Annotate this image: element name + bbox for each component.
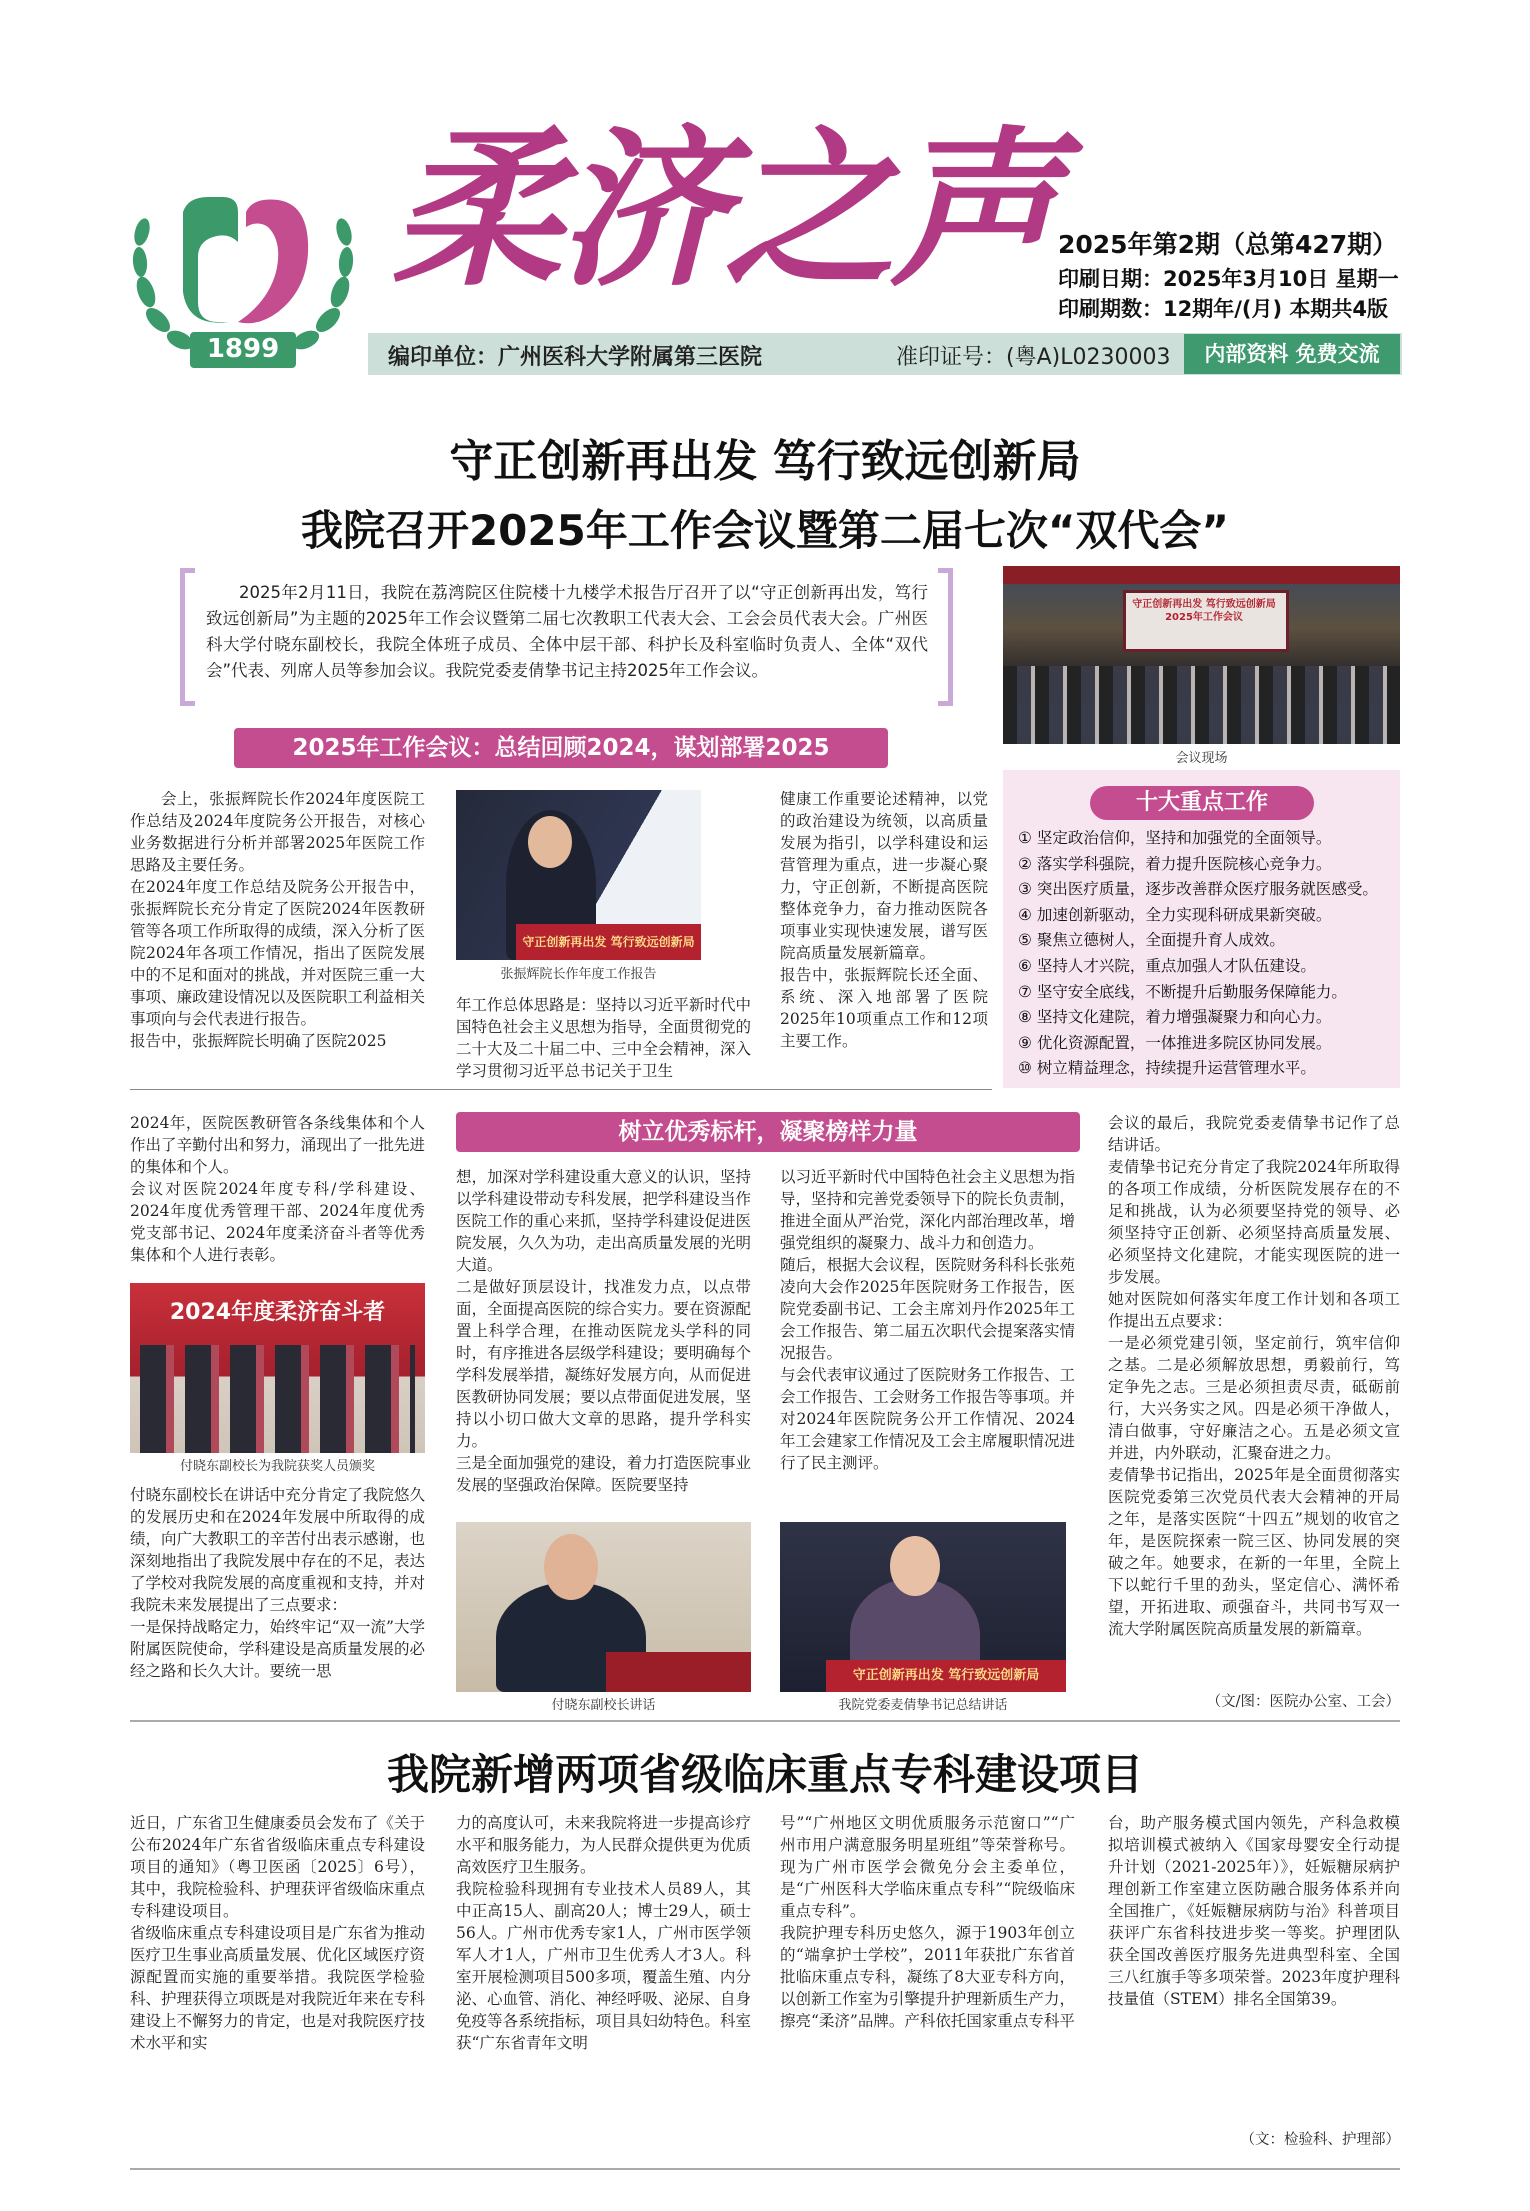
internal-badge: 内部资料 免费交流 [1184, 334, 1400, 374]
col1-text: 会上，张振辉院长作2024年度医院工作总结及2024年度院务公开报告，对核心业务数据进行分析并部署2025年医院工作思路及主要任务。 在2024年度工作总结及院务公开报告中，张振辉院长充分肯定了医院2024年医教研管等各项工作所取得的成绩，深入分析了医院2024年各项工作情况，指出了医院发展中的不足和面对的挑战，并对医院三重一大事项、廉政建设情况以及医院职工利益相关事项向与会代表进行报告。 报告中，张振辉院长明确了医院2025 [130, 790, 425, 1050]
lead-paragraph: 2025年2月11日，我院在荔湾院区住院楼十九楼学术报告厅召开了以“守正创新再出发，笃行致远创新局”为主题的2025年工作会议暨第二届七次教职工代表大会、工会会员代表大会。广州医科大学付晓东副校长，我院全体班子成员、全体中层干部、科护长及科室临时负责人、全体“双代会”代表、列席人员等参加会议。我院党委麦倩挚书记主持2025年工作会议。 [206, 583, 928, 680]
meeting-photo-caption: 会议现场 [1175, 751, 1228, 766]
newspaper-title: 柔济之声 [392, 110, 1057, 310]
article1-title2: 我院召开2025年工作会议暨第二届七次“双代会” [300, 506, 1230, 555]
mai-photo [780, 1522, 1066, 1692]
award-winners [140, 1345, 415, 1453]
col4b-text: 付晓东副校长在讲话中充分肯定了我院悠久的发展历史和在2024年发展中所取得的成绩，向广大教职工的辛苦付出表示感谢，也深刻地指出了我院发展中存在的不足，表达了学校对我院发展的高度重视和支持，并对我院未来发展提出了三点要求： 一是保持战略定力，始终牢记“双一流”大学附属医院使命，学科建设是高质量发展的必经之路和长久大计。要统一思 [130, 1486, 425, 1680]
key-task-9: ⑨ 优化资源配置，一体推进多院区协同发展。 [1018, 1033, 1332, 1052]
article2-title: 我院新增两项省级临床重点专科建设项目 [386, 1750, 1143, 1799]
key-task-8: ⑧ 坚持文化建院，着力增强凝聚力和向心力。 [1018, 1008, 1332, 1027]
article1-col3 [780, 788, 988, 1052]
a2-col3-text: 号”“广州地区文明优质服务示范窗口”“广州市用户满意服务明星班组”等荣誉称号。现为广州市医学会微免分会主委单位，是“广州医科大学临床重点专科”“院级临床重点专科”。 我院护理专科历史悠久，源于1903年创立的“端拿护士学校”，2011年获批广东省首批临床重点专科，凝练了8大亚专科方向，以创新工作室为引擎提升护理新质生产力，擦亮“柔济”品牌。产科依托国家重点专科平 [780, 1814, 1075, 2030]
article1-col1 [130, 788, 425, 1052]
key-task-4: ④ 加速创新驱动，全力实现科研成果新突破。 [1018, 905, 1332, 924]
fu-photo [456, 1522, 751, 1692]
col7-text: 会议的最后，我院党委麦倩挚书记作了总结讲话。 麦倩挚书记充分肯定了我院2024年所取得的各项工作成绩，分析医院发展存在的不足和挑战，认为必须要坚持党的领导、必须坚持守正创新、必须坚持高质量发展、必须坚持文化建院，才能实现医院的进一步发展。 她对医院如何落实年度工作计划和各项工作提出五点要求： 一是必须党建引领，坚定前行，筑牢信仰之基。二是必须解放思想，勇毅前行，笃定争先之志。三是必须担责尽责，砥砺前行，大兴务实之风。四是必须干净做人，清白做事，守好廉洁之心。五是必须文宣并进，内外联动，汇聚奋进之力。 麦倩挚书记指出，2025年是全面贯彻落实医院党委第三次党员代表大会精神的开局之年，是落实医院“十四五”规划的收官之年，是医院探索一院三区、协同发展的突破之年。她要求，在新的一年里，全院上下以蛇行千里的劲头，坚定信心、满怀希望，开拓进取、顽强奋斗，共同书写双一流大学附属医院高质量发展的新篇章。 [1108, 1114, 1400, 1638]
issue-number: 2025年第2期（总第427期） [1058, 230, 1398, 259]
section-title-role-models: 树立优秀标杆，凝聚榜样力量 [456, 1112, 1080, 1152]
article1-credit: （文/图：医院办公室、工会） [1206, 1694, 1400, 1710]
key-task-1: ① 坚定政治信仰，坚持和加强党的全面领导。 [1018, 829, 1332, 847]
lead-bracket-right [938, 568, 953, 706]
fu-podium [606, 1652, 751, 1692]
article2-col1 [130, 1812, 425, 2054]
key-task-6: ⑥ 坚持人才兴院，重点加强人才队伍建设。 [1018, 956, 1316, 975]
zhang-photo-caption: 张振辉院长作年度工作报告 [500, 967, 657, 982]
mai-photo-caption: 我院党委麦倩挚书记总结讲话 [838, 1698, 1008, 1713]
a2-col2-text: 力的高度认可，未来我院将进一步提高诊疗水平和服务能力，为人民群众提供更为优质高效医疗卫生服务。 我院检验科现拥有专业技术人员89人，其中正高15人、副高20人；博士29人，硕士56人。广州市优秀专家1人，广州市医学领军人才1人，广州市卫生优秀人才3人。科室开展检测项目500多项，覆盖生殖、内分泌、心血管、消化、神经呼吸、泌尿、自身免疫等各系统指标，项目具妇幼特色。科室获“广东省青年文明 [456, 1814, 751, 2052]
award-banner-text: 2024年度柔济奋斗者 [169, 1300, 386, 1325]
divider-bottom [130, 2168, 1400, 2170]
a2-col4-text: 台，助产服务模式国内领先，产科急救模拟培训模式被纳入《国家母婴安全行动提升计划（2021-2025年）》，妊娠糖尿病护理创新工作室建立医防融合服务体系并向全国推广，《妊娠糖尿病防与治》科普项目获评广东省科技进步奖一等奖。护理团队获全国改善医疗服务先进典型科室、全国三八红旗手等多项荣誉。2023年度护理科技量值（STEM）排名全国第39。 [1108, 1814, 1400, 2008]
article1-title1: 守正创新再出发 笃行致远创新局 [449, 436, 1081, 487]
article1-col4b [130, 1484, 425, 1682]
print-period: 印刷期数：12期年/(月) 本期共4版 [1058, 297, 1389, 321]
divider-mid [130, 1089, 992, 1090]
key-task-5: ⑤ 聚焦立德树人，全面提升育人成效。 [1018, 931, 1285, 950]
col5-text: 想，加深对学科建设重大意义的认识，坚持以学科建设带动专科发展，把学科建设当作医院工作的重心来抓，坚持学科建设促进医院发展，久久为功，走出高质量发展的光明大道。 二是做好顶层设计，找准发力点，以点带面，全面提高医院的综合实力。要在资源配置上科学合理，在推动医院龙头学科的同时，有序推进各层级学科建设；要明确每个学科发展举措，凝练好发展方向，从而促进医教研协同发展；要以点带面促进发展，坚持以小切口做大文章的思路，提升学科实力。 三是全面加强党的建设，着力打造医院事业发展的坚强政治保障。医院要坚持 [456, 1168, 751, 1494]
lead-bracket-left [180, 568, 195, 706]
zhang-photo [456, 790, 701, 960]
col6-text: 以习近平新时代中国特色社会主义思想为指导，坚持和完善党委领导下的院长负责制，推进全面从严治党，深化内部治理改革，增强党组织的凝聚力、战斗力和创造力。 随后，根据大会议程，医院财务科科长张苑凌向大会作2025年医院财务工作报告，医院党委副书记、工会主席刘丹作2025年工会工作报告、第二届五次职代会提案落实情况报告。 与会代表审议通过了医院财务工作报告、工会工作报告、工会财务工作报告等事项。并对2024年医院院务公开工作情况、2024年工会建家工作情况及工会主席履职情况进行了民主测评。 [780, 1168, 1075, 1472]
a2-col1-text: 近日，广东省卫生健康委员会发布了《关于公布2024年广东省省级临床重点专科建设项目的通知》（粤卫医函〔2025〕6号），其中，我院检验科、护理获评省级临床重点专科建设项目。 省级临床重点专科建设项目是广东省为推动医疗卫生事业高质量发展、优化区域医疗资源配置而实施的重要举措。我院医学检验科、护理获得立项既是对我院近年来在专科建设上不懈努力的肯定，也是对我院医疗技术水平和实 [130, 1814, 425, 2052]
editor-unit: 编印单位：广州医科大学附属第三医院 [388, 345, 763, 370]
zhang-face [528, 816, 572, 868]
mai-podium-banner: 守正创新再出发 笃行致远创新局 [826, 1660, 1066, 1692]
section-title-work-meeting: 2025年工作会议：总结回顾2024，谋划部署2025 [234, 728, 888, 768]
article2-credit: （文：检验科、护理部） [1240, 2132, 1400, 2148]
founding-year: 1899 [206, 334, 280, 364]
award-photo-caption: 付晓东副校长为我院获奖人员颁奖 [179, 1459, 375, 1474]
fu-photo-caption: 付晓东副校长讲话 [551, 1698, 656, 1713]
col4a-text: 2024年，医院医教研管各条线集体和个人作出了辛勤付出和努力，涌现出了一批先进的集体和个人。 会议对医院2024年度专科/学科建设、2024年度优秀管理干部、2024年度优秀党支部书记、2024年度柔济奋斗者等优秀集体和个人进行表彰。 [130, 1114, 425, 1264]
article1-col4a [130, 1112, 425, 1266]
key-task-2: ② 落实学科强院，着力提升医院核心竞争力。 [1018, 854, 1332, 873]
key-task-7: ⑦ 坚守安全底线，不断提升后勤服务保障能力。 [1018, 982, 1347, 1001]
award-photo [130, 1283, 425, 1453]
fu-face [544, 1534, 598, 1600]
key-task-3: ③ 突出医疗质量，逐步改善群众医疗服务就医感受。 [1018, 880, 1378, 899]
article1-col7 [1108, 1112, 1400, 1640]
col2-text: 年工作总体思路是：坚持以习近平新时代中国特色社会主义思想为指导，全面贯彻党的二十大及二十届二中、三中全会精神，深入学习贯彻习近平总书记关于卫生 [456, 996, 751, 1080]
article1-col5 [456, 1166, 751, 1496]
permit-number: 准印证号：(粤A)L0230003 [896, 345, 1171, 370]
print-date: 印刷日期：2025年3月10日 星期一 [1058, 267, 1399, 291]
meeting-screen-text: 守正创新再出发 笃行致远创新局 2025年工作会议 [1132, 599, 1276, 623]
meeting-photo [1003, 566, 1400, 744]
mai-face [890, 1536, 940, 1596]
zhang-podium-banner: 守正创新再出发 笃行致远创新局 [516, 924, 701, 960]
key-tasks-list [1018, 826, 1398, 1082]
hospital-logo [128, 182, 358, 378]
divider-articles [130, 1720, 1400, 1722]
article2-col2 [456, 1812, 751, 2054]
col3-text: 健康工作重要论述精神，以党的政治建设为统领，以高质量发展为指引，以学科建设和运营管理为重点，进一步凝心聚力，守正创新，不断提高医院整体竞争力，奋力推动医院各项事业实现快速发展，谱写医院高质量发展新篇章。 报告中，张振辉院长还全面、系统、深入地部署了医院2025年10项重点工作和12项主要工作。 [780, 790, 988, 1050]
key-task-10: ⑩ 树立精益理念，持续提升运营管理水平。 [1018, 1059, 1316, 1078]
article1-col6 [780, 1166, 1075, 1474]
meeting-banner [1003, 566, 1400, 584]
article2-col4 [1108, 1812, 1400, 2010]
audience [1003, 666, 1400, 744]
article1-col2 [456, 994, 751, 1082]
key-tasks-title: 十大重点工作 [1090, 786, 1314, 820]
article2-col3 [780, 1812, 1075, 2032]
